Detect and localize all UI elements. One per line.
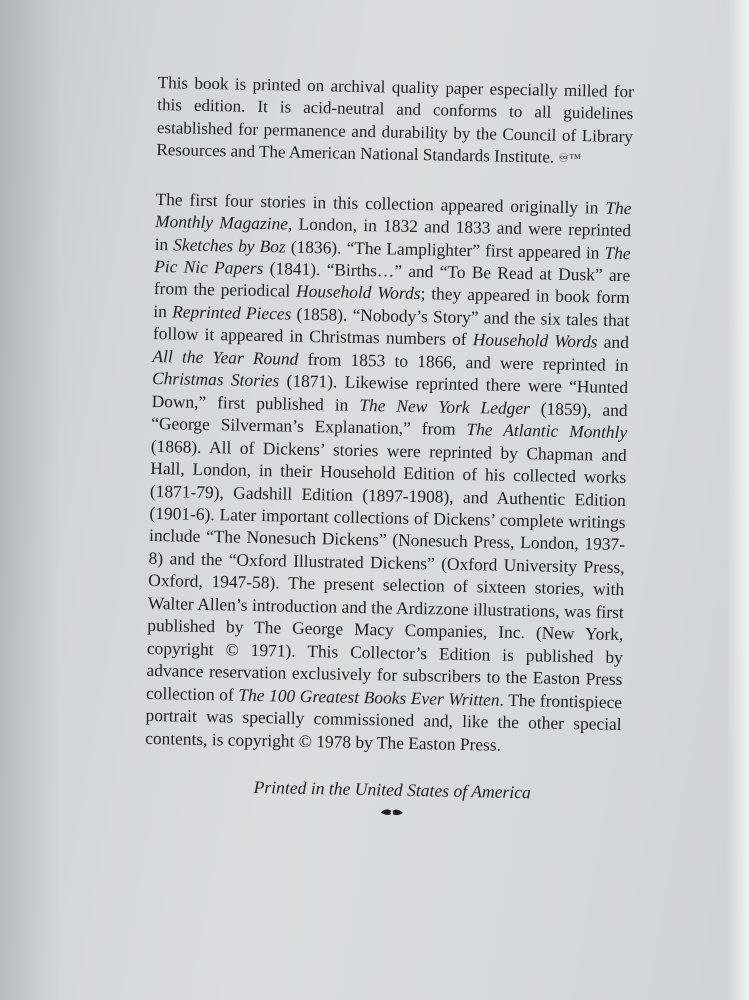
text-run: (1841). “Births…” and “To Be Read at Dusk” are from the periodical: [153, 258, 631, 302]
italic-title: The 100 Greatest Books Ever Written: [238, 684, 500, 710]
colophon-text: [144, 72, 634, 823]
italic-title: The Monthly Magazine: [154, 197, 632, 234]
paper-notice-text: This book is printed on archival quality paper especially milled for this edition. It is acid-neutral and conforms to all guidelines established for permanence and durability by the Council of Library Resources and The American National Standards Institute.: [156, 72, 634, 167]
text-run: and: [597, 331, 630, 353]
text-run: (1859), and “George Silverman’s Explanation,” from: [151, 397, 628, 440]
printer-ornament-icon: [359, 806, 405, 819]
italic-title: Household Words: [295, 281, 421, 304]
text-run: (1871). Likewise reprinted there were “Hunted Down,” first published in: [151, 370, 629, 415]
italic-title: All the Year Round: [152, 345, 299, 369]
text-run: (1836). “The Lamplighter” first appeared in: [285, 236, 605, 263]
text-run: ; they appeared in book form in: [153, 283, 630, 322]
italic-title: The New York Ledger: [359, 394, 531, 418]
italic-title: The Pic Nic Papers: [154, 242, 631, 279]
page-gutter-shadow: [0, 0, 60, 1000]
text-run: (1858). “Nobody’s Story” and the six tales that follow it appeared in Christmas numbers of: [152, 303, 630, 350]
infinity-tm-icon: ♾™: [558, 150, 582, 166]
text-run: from 1853 to 1866, and were reprinted in: [298, 348, 629, 375]
italic-title: Household Words: [472, 329, 598, 352]
publication-history: [145, 188, 632, 758]
text-run: . The frontispiece portrait was specially commissioned and, like the other special contents, is copyright © 1978 by The Easton Press.: [145, 689, 623, 755]
italic-title: Christmas Stories: [151, 368, 280, 391]
text-run: (1868). All of Dickens’ stories were reprinted by Chapman and Hall, London, in their Household Edition of his collected works (1871-79), Gadshill Edition (1897-1908), and Authentic Edition (1901-6). Later important collections of Dickens’ complete writings include “The Nonesuch Dickens” (Nonesuch Press, London, 1937-8) and the “Oxford Illustrated Dickens” (Oxford University Press, Oxford, 1947-58). The present selection of sixteen stories, with Walter Allen’s introduction and the Ardizzone illustrations, was first published by The George Macy Companies, Inc. (New York, copyright © 1971). This Collector’s Edition is published by advance reservation exclusively for subscribers to the Easton Press collection of: [145, 435, 627, 705]
italic-title: Sketches by Boz: [173, 233, 286, 257]
page-edge-highlight: [727, 0, 749, 1000]
text-run: , London, in 1832 and 1833 and were reprinted in: [154, 213, 632, 254]
italic-title: The Atlantic Monthly: [466, 419, 628, 443]
italic-title: Reprinted Pieces: [171, 301, 292, 324]
paper-notice: [156, 72, 634, 171]
printed-in-usa: Printed in the United States of America: [253, 776, 532, 803]
text-run: The first four stories in this collection appeared originally in: [155, 188, 606, 218]
